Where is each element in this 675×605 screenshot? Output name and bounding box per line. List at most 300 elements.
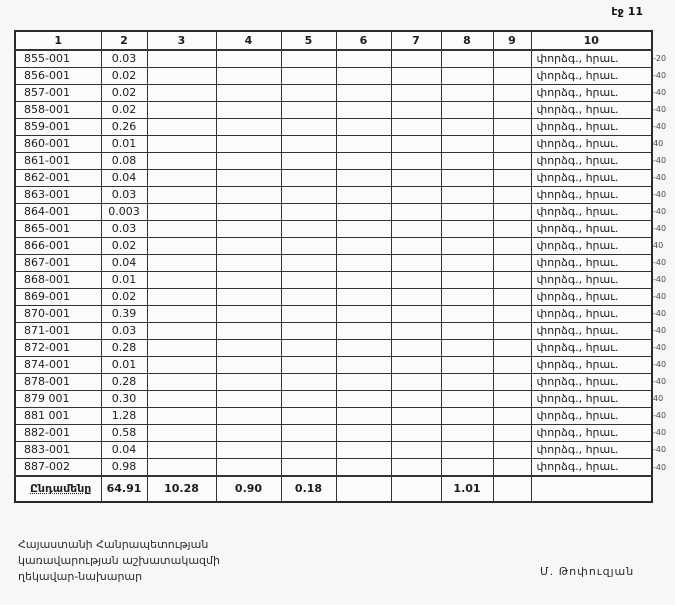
column-header-8: 8 <box>441 31 493 50</box>
value-cell: 0.02 <box>101 85 147 102</box>
empty-cell <box>391 204 441 221</box>
empty-cell <box>281 459 336 477</box>
value-cell: 0.30 <box>101 391 147 408</box>
empty-cell <box>147 408 216 425</box>
empty-cell <box>147 272 216 289</box>
note-cell: փորձգ., հրաւ. <box>531 50 652 68</box>
empty-cell <box>216 391 281 408</box>
empty-cell <box>441 306 493 323</box>
total-col4: 0.90 <box>216 476 281 502</box>
note-cell: փորձգ., հրաւ. <box>531 85 652 102</box>
data-table <box>14 30 653 503</box>
empty-cell <box>216 255 281 272</box>
empty-cell <box>441 255 493 272</box>
code-cell: 878-001 <box>15 374 101 391</box>
code-cell: 874-001 <box>15 357 101 374</box>
empty-cell <box>391 272 441 289</box>
empty-cell <box>216 153 281 170</box>
value-cell: 0.01 <box>101 136 147 153</box>
value-cell: 0.28 <box>101 340 147 357</box>
column-header-10: 10 <box>531 31 652 50</box>
empty-cell <box>216 68 281 85</box>
empty-cell <box>147 340 216 357</box>
margin-mark: -40 <box>653 428 667 437</box>
margin-mark: -40 <box>653 462 667 472</box>
code-cell: 856-001 <box>15 68 101 85</box>
empty-cell <box>493 408 531 425</box>
total-col3: 10.28 <box>147 476 216 502</box>
column-header-9: 9 <box>493 31 531 50</box>
empty-cell <box>336 50 391 68</box>
table-row <box>15 442 652 459</box>
empty-cell <box>147 442 216 459</box>
empty-cell <box>493 136 531 153</box>
empty-cell <box>281 187 336 204</box>
value-cell: 0.02 <box>101 68 147 85</box>
empty-cell <box>391 85 441 102</box>
table-row <box>15 153 652 170</box>
empty-cell <box>493 221 531 238</box>
table-row <box>15 391 652 408</box>
table-row <box>15 238 652 255</box>
value-cell: 0.02 <box>101 289 147 306</box>
empty-cell <box>391 136 441 153</box>
margin-mark: 40 <box>653 139 664 148</box>
empty-cell <box>336 102 391 119</box>
column-header-6: 6 <box>336 31 391 50</box>
code-cell: 863-001 <box>15 187 101 204</box>
value-cell: 0.08 <box>101 153 147 170</box>
empty-cell <box>391 408 441 425</box>
code-cell: 887-002 <box>15 459 101 477</box>
empty-cell <box>147 238 216 255</box>
table-body <box>15 50 652 476</box>
empty-cell <box>281 170 336 187</box>
total-label: Ընդամենը <box>15 476 101 502</box>
empty-cell <box>336 238 391 255</box>
empty-cell <box>336 170 391 187</box>
note-cell: փորձգ., հրաւ. <box>531 391 652 408</box>
code-cell: 864-001 <box>15 204 101 221</box>
empty-cell <box>281 119 336 136</box>
empty-cell <box>336 255 391 272</box>
empty-cell <box>147 170 216 187</box>
note-cell: փորձգ., հրաւ. <box>531 408 652 425</box>
note-cell: փորձգ., հրաւ. <box>531 272 652 289</box>
total-row <box>15 476 652 502</box>
code-cell: 869-001 <box>15 289 101 306</box>
margin-mark: -40 <box>653 71 667 80</box>
empty-cell <box>147 425 216 442</box>
margin-mark: -40 <box>653 309 667 318</box>
empty-cell <box>391 68 441 85</box>
empty-cell <box>391 391 441 408</box>
empty-cell <box>336 204 391 221</box>
empty-cell <box>493 255 531 272</box>
table-header <box>15 31 652 50</box>
empty-cell <box>281 391 336 408</box>
empty-cell <box>336 68 391 85</box>
empty-cell <box>441 50 493 68</box>
empty-cell <box>493 289 531 306</box>
table-footer <box>15 476 652 502</box>
value-cell: 0.003 <box>101 204 147 221</box>
note-cell: փորձգ., հրաւ. <box>531 221 652 238</box>
empty-cell <box>441 323 493 340</box>
table-row <box>15 50 652 68</box>
empty-cell <box>216 119 281 136</box>
empty-cell <box>216 85 281 102</box>
empty-cell <box>216 374 281 391</box>
empty-cell <box>391 238 441 255</box>
empty-cell <box>336 136 391 153</box>
table-row <box>15 459 652 477</box>
empty-cell <box>147 306 216 323</box>
empty-cell <box>216 50 281 68</box>
column-header-4: 4 <box>216 31 281 50</box>
empty-cell <box>336 272 391 289</box>
empty-cell <box>441 408 493 425</box>
table-row <box>15 408 652 425</box>
empty-cell <box>391 255 441 272</box>
empty-cell <box>147 85 216 102</box>
empty-cell <box>441 459 493 477</box>
empty-cell <box>493 68 531 85</box>
empty-cell <box>493 102 531 119</box>
empty-cell <box>281 374 336 391</box>
empty-cell <box>391 221 441 238</box>
empty-cell <box>391 289 441 306</box>
note-cell: փորձգ., հրաւ. <box>531 442 652 459</box>
empty-cell <box>441 340 493 357</box>
value-cell: 0.28 <box>101 374 147 391</box>
empty-cell <box>391 442 441 459</box>
empty-cell <box>147 187 216 204</box>
empty-cell <box>281 204 336 221</box>
empty-cell <box>441 374 493 391</box>
margin-mark: 40 <box>653 241 664 250</box>
empty-cell <box>391 340 441 357</box>
empty-cell <box>493 170 531 187</box>
empty-cell <box>493 50 531 68</box>
empty-cell <box>281 255 336 272</box>
empty-cell <box>336 85 391 102</box>
empty-cell <box>147 459 216 477</box>
total-col10 <box>531 476 652 502</box>
margin-mark: -20 <box>653 53 667 63</box>
empty-cell <box>441 272 493 289</box>
total-col5: 0.18 <box>281 476 336 502</box>
margin-mark: -40 <box>653 326 667 335</box>
empty-cell <box>441 153 493 170</box>
empty-cell <box>147 50 216 68</box>
value-cell: 0.39 <box>101 306 147 323</box>
code-cell: 879 001 <box>15 391 101 408</box>
table-row <box>15 187 652 204</box>
empty-cell <box>147 255 216 272</box>
empty-cell <box>147 68 216 85</box>
margin-mark: -40 <box>653 258 667 267</box>
empty-cell <box>391 374 441 391</box>
value-cell: 0.98 <box>101 459 147 477</box>
empty-cell <box>336 459 391 477</box>
value-cell: 0.02 <box>101 102 147 119</box>
empty-cell <box>216 442 281 459</box>
note-cell: փորձգ., հրաւ. <box>531 459 652 477</box>
total-col7 <box>391 476 441 502</box>
table-row <box>15 221 652 238</box>
value-cell: 0.04 <box>101 255 147 272</box>
empty-cell <box>281 221 336 238</box>
footer-signatory-title <box>18 537 220 585</box>
empty-cell <box>281 340 336 357</box>
value-cell: 0.04 <box>101 442 147 459</box>
empty-cell <box>281 408 336 425</box>
empty-cell <box>147 204 216 221</box>
empty-cell <box>441 102 493 119</box>
note-cell: փորձգ., հրաւ. <box>531 306 652 323</box>
note-cell: փորձգ., հրաւ. <box>531 153 652 170</box>
empty-cell <box>391 102 441 119</box>
total-col8: 1.01 <box>441 476 493 502</box>
value-cell: 0.02 <box>101 238 147 255</box>
empty-cell <box>216 357 281 374</box>
note-cell: փորձգ., հրաւ. <box>531 357 652 374</box>
empty-cell <box>281 272 336 289</box>
empty-cell <box>493 374 531 391</box>
empty-cell <box>493 442 531 459</box>
empty-cell <box>336 187 391 204</box>
empty-cell <box>216 289 281 306</box>
value-cell: 0.01 <box>101 272 147 289</box>
margin-mark: -40 <box>653 292 667 301</box>
note-cell: փորձգ., հրաւ. <box>531 102 652 119</box>
code-cell: 865-001 <box>15 221 101 238</box>
note-cell: փորձգ., հրաւ. <box>531 204 652 221</box>
table-row <box>15 289 652 306</box>
code-cell: 857-001 <box>15 85 101 102</box>
code-cell: 882-001 <box>15 425 101 442</box>
note-cell: փորձգ., հրաւ. <box>531 68 652 85</box>
table-row <box>15 204 652 221</box>
empty-cell <box>441 119 493 136</box>
empty-cell <box>493 272 531 289</box>
code-cell: 872-001 <box>15 340 101 357</box>
margin-mark: -40 <box>653 224 667 233</box>
table-row <box>15 255 652 272</box>
note-cell: փորձգ., հրաւ. <box>531 425 652 442</box>
value-cell: 0.01 <box>101 357 147 374</box>
margin-mark: -40 <box>653 190 667 199</box>
empty-cell <box>336 340 391 357</box>
empty-cell <box>281 238 336 255</box>
margin-mark: -40 <box>653 156 667 165</box>
empty-cell <box>391 170 441 187</box>
empty-cell <box>441 442 493 459</box>
empty-cell <box>336 391 391 408</box>
margin-mark: 40 <box>653 394 664 403</box>
column-header-2: 2 <box>101 31 147 50</box>
value-cell: 0.03 <box>101 187 147 204</box>
empty-cell <box>441 357 493 374</box>
table-row <box>15 136 652 153</box>
value-cell: 0.03 <box>101 221 147 238</box>
empty-cell <box>391 153 441 170</box>
note-cell: փորձգ., հրաւ. <box>531 238 652 255</box>
note-cell: փորձգ., հրաւ. <box>531 119 652 136</box>
empty-cell <box>493 85 531 102</box>
code-cell: 860-001 <box>15 136 101 153</box>
table-row <box>15 357 652 374</box>
signatory-name: Մ. Թոփուզյան <box>540 565 635 578</box>
empty-cell <box>391 119 441 136</box>
empty-cell <box>336 119 391 136</box>
empty-cell <box>147 374 216 391</box>
value-cell: 1.28 <box>101 408 147 425</box>
code-cell: 881 001 <box>15 408 101 425</box>
empty-cell <box>147 136 216 153</box>
value-cell: 0.03 <box>101 323 147 340</box>
total-col6 <box>336 476 391 502</box>
empty-cell <box>493 306 531 323</box>
empty-cell <box>441 204 493 221</box>
note-cell: փորձգ., հրաւ. <box>531 323 652 340</box>
empty-cell <box>336 374 391 391</box>
empty-cell <box>216 102 281 119</box>
code-cell: 861-001 <box>15 153 101 170</box>
code-cell: 870-001 <box>15 306 101 323</box>
empty-cell <box>493 238 531 255</box>
empty-cell <box>281 306 336 323</box>
code-cell: 866-001 <box>15 238 101 255</box>
table-row <box>15 425 652 442</box>
empty-cell <box>493 425 531 442</box>
margin-mark: -40 <box>653 275 667 284</box>
total-col9 <box>493 476 531 502</box>
empty-cell <box>441 221 493 238</box>
empty-cell <box>216 187 281 204</box>
note-cell: փորձգ., հրաւ. <box>531 170 652 187</box>
empty-cell <box>336 357 391 374</box>
empty-cell <box>147 323 216 340</box>
footer-line-1: Հայաստանի Հանրապետության <box>18 538 209 551</box>
table-row <box>15 68 652 85</box>
table-row <box>15 374 652 391</box>
empty-cell <box>216 170 281 187</box>
empty-cell <box>391 306 441 323</box>
empty-cell <box>147 289 216 306</box>
table-row <box>15 85 652 102</box>
margin-mark: -40 <box>653 445 667 454</box>
empty-cell <box>391 425 441 442</box>
code-cell: 871-001 <box>15 323 101 340</box>
empty-cell <box>441 238 493 255</box>
value-cell: 0.26 <box>101 119 147 136</box>
empty-cell <box>441 425 493 442</box>
margin-mark: -40 <box>653 105 667 114</box>
note-cell: փորձգ., հրաւ. <box>531 289 652 306</box>
empty-cell <box>281 153 336 170</box>
empty-cell <box>281 68 336 85</box>
empty-cell <box>216 136 281 153</box>
note-cell: փորձգ., հրաւ. <box>531 340 652 357</box>
empty-cell <box>441 136 493 153</box>
table-row <box>15 119 652 136</box>
empty-cell <box>147 119 216 136</box>
code-cell: 883-001 <box>15 442 101 459</box>
empty-cell <box>391 459 441 477</box>
table-row <box>15 306 652 323</box>
margin-mark: -40 <box>653 360 667 369</box>
empty-cell <box>216 306 281 323</box>
code-cell: 855-001 <box>15 50 101 68</box>
empty-cell <box>281 442 336 459</box>
empty-cell <box>336 221 391 238</box>
empty-cell <box>441 170 493 187</box>
header-row <box>15 31 652 50</box>
empty-cell <box>336 442 391 459</box>
table-row <box>15 272 652 289</box>
empty-cell <box>391 357 441 374</box>
empty-cell <box>336 408 391 425</box>
empty-cell <box>493 357 531 374</box>
note-cell: փորձգ., հրաւ. <box>531 374 652 391</box>
empty-cell <box>281 85 336 102</box>
margin-mark: -40 <box>653 377 667 386</box>
empty-cell <box>281 425 336 442</box>
table-row <box>15 102 652 119</box>
empty-cell <box>216 204 281 221</box>
empty-cell <box>493 391 531 408</box>
page-number-label: էջ 11 <box>611 5 643 18</box>
empty-cell <box>493 119 531 136</box>
margin-mark: -40 <box>653 173 667 182</box>
empty-cell <box>441 289 493 306</box>
column-header-5: 5 <box>281 31 336 50</box>
empty-cell <box>441 68 493 85</box>
empty-cell <box>493 153 531 170</box>
value-cell: 0.58 <box>101 425 147 442</box>
code-cell: 867-001 <box>15 255 101 272</box>
empty-cell <box>391 323 441 340</box>
code-cell: 858-001 <box>15 102 101 119</box>
empty-cell <box>336 425 391 442</box>
column-header-7: 7 <box>391 31 441 50</box>
empty-cell <box>493 187 531 204</box>
note-cell: փորձգ., հրաւ. <box>531 187 652 204</box>
margin-mark: -40 <box>653 207 667 216</box>
empty-cell <box>216 238 281 255</box>
margin-mark: -40 <box>653 88 667 97</box>
empty-cell <box>441 187 493 204</box>
empty-cell <box>493 204 531 221</box>
empty-cell <box>391 187 441 204</box>
empty-cell <box>147 391 216 408</box>
empty-cell <box>147 153 216 170</box>
empty-cell <box>493 323 531 340</box>
footer-line-3: ղեկավար-նախարար <box>18 570 143 583</box>
empty-cell <box>493 340 531 357</box>
total-col2: 64.91 <box>101 476 147 502</box>
note-cell: փորձգ., հրաւ. <box>531 255 652 272</box>
code-cell: 862-001 <box>15 170 101 187</box>
column-header-3: 3 <box>147 31 216 50</box>
empty-cell <box>216 408 281 425</box>
empty-cell <box>281 323 336 340</box>
empty-cell <box>281 136 336 153</box>
empty-cell <box>216 272 281 289</box>
empty-cell <box>281 102 336 119</box>
